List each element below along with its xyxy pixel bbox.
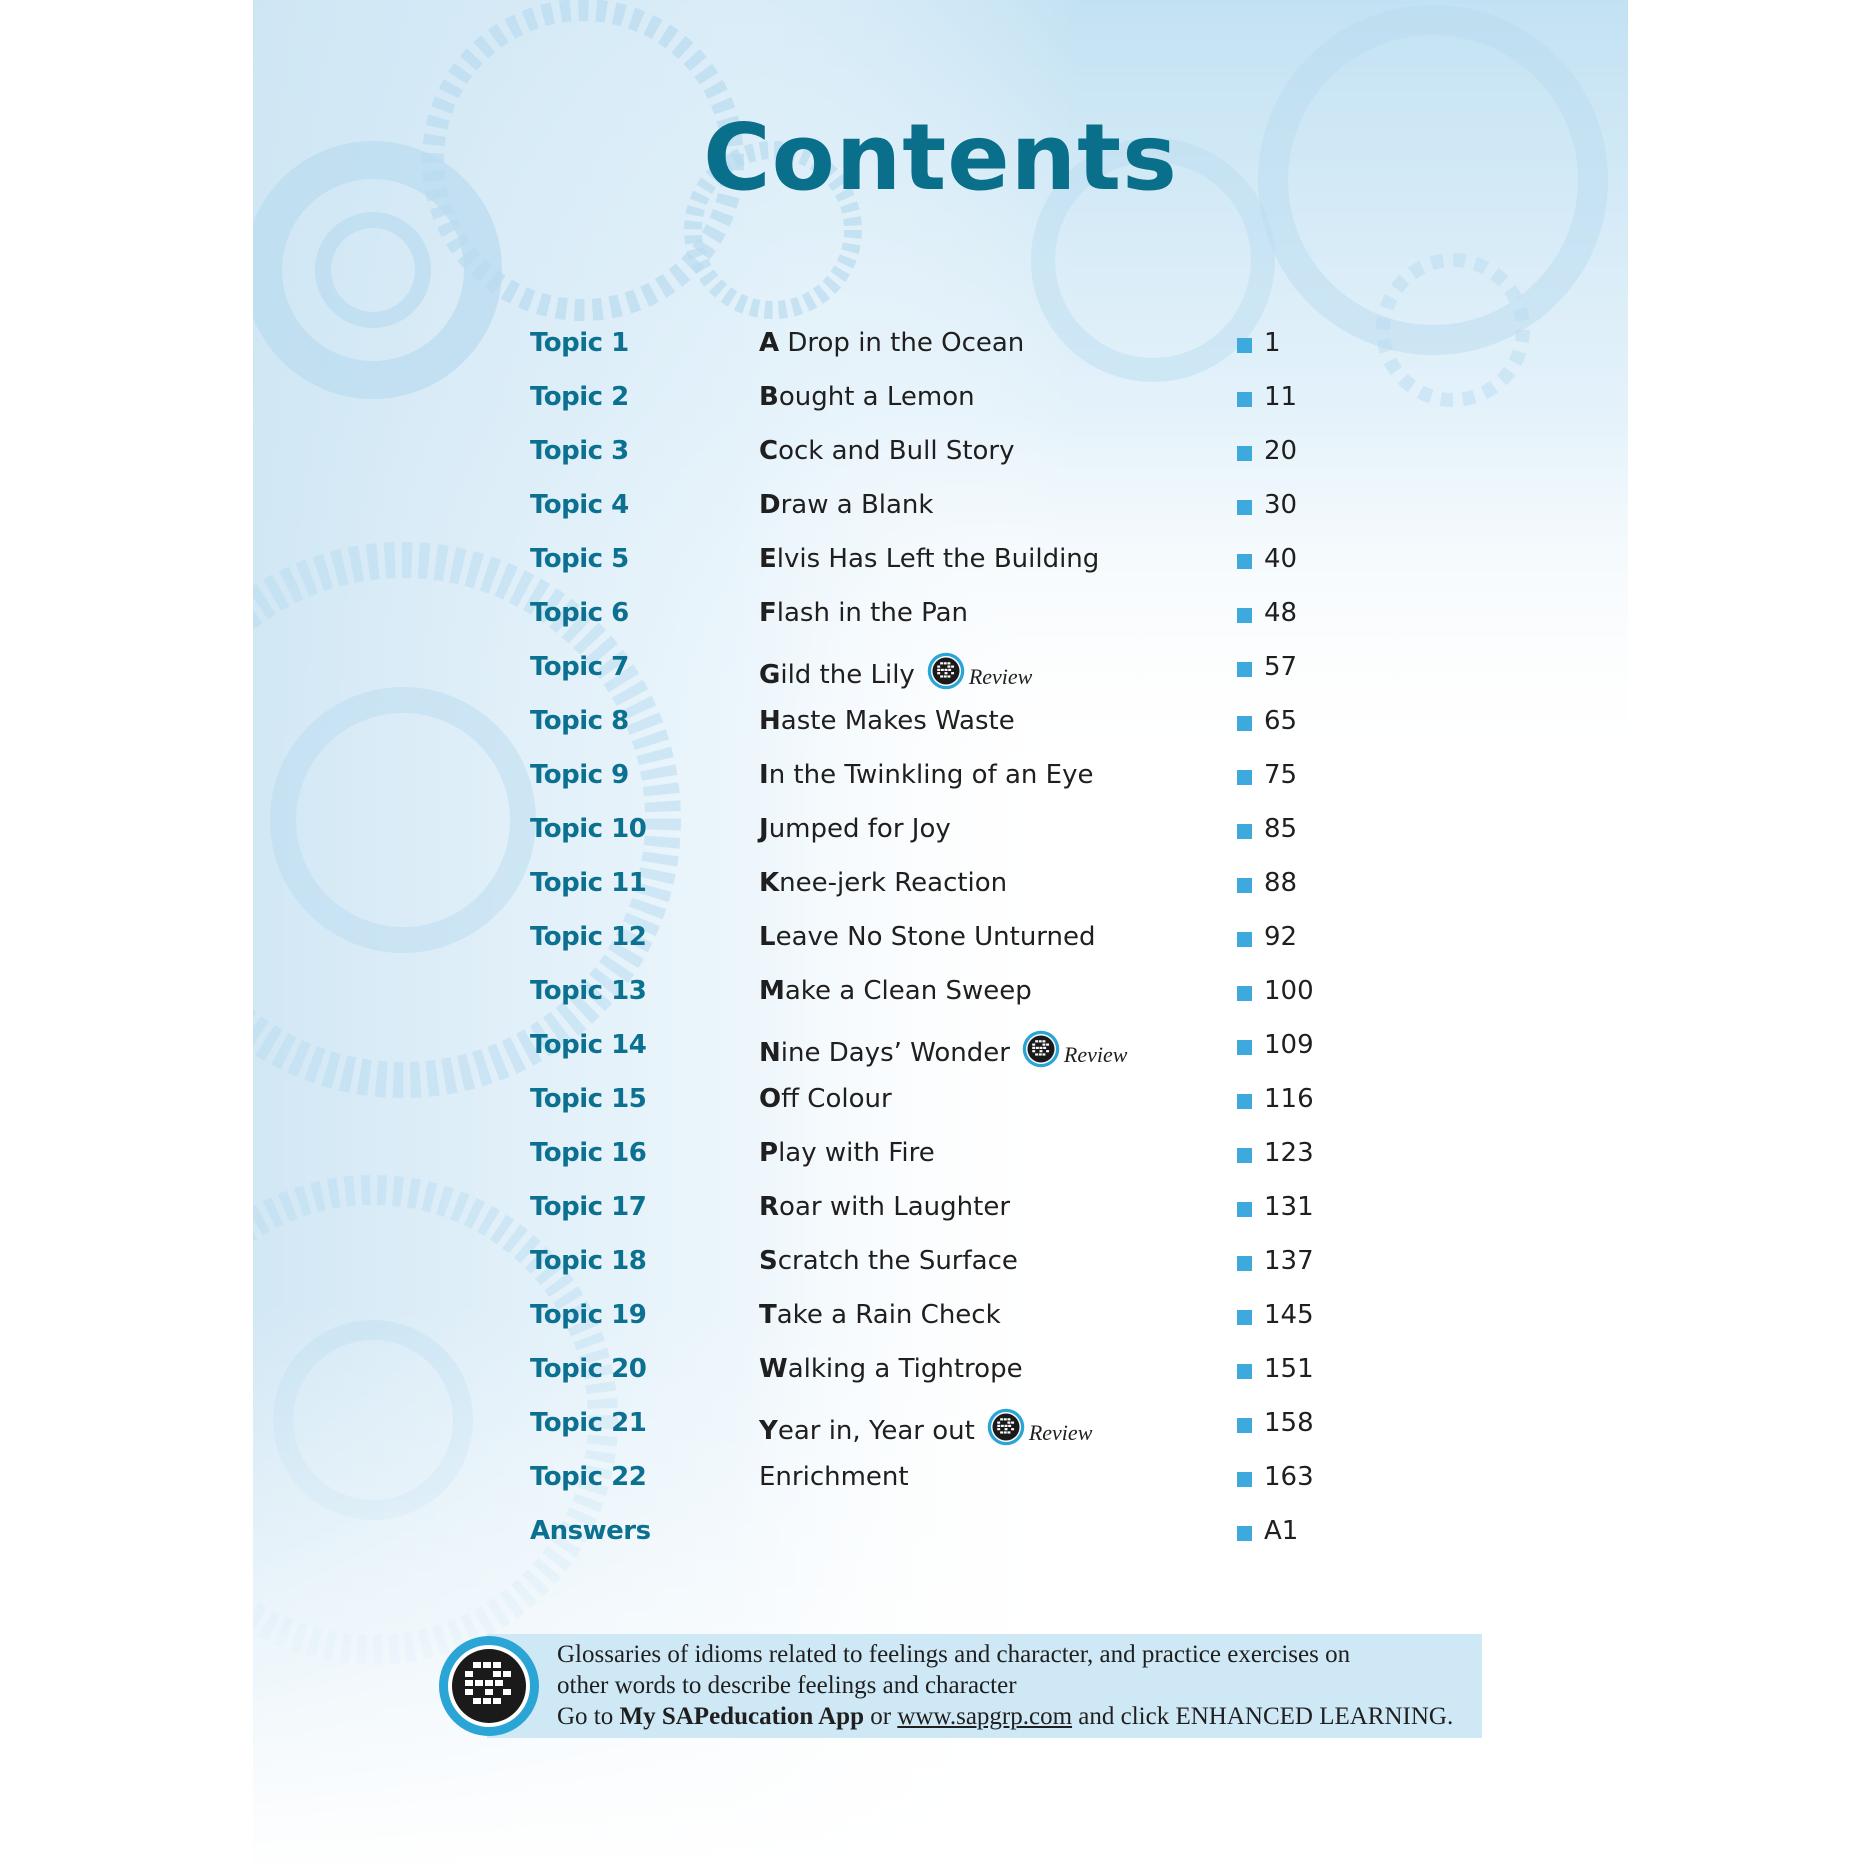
topic-title-initial: G	[759, 659, 781, 690]
topic-title-rest: ff Colour	[781, 1084, 892, 1114]
note-text	[557, 1639, 1477, 1732]
topic-title-rest: alking a Tightrope	[787, 1354, 1023, 1384]
topic-title-initial: I	[759, 760, 769, 790]
topic-title-initial: T	[759, 1300, 777, 1330]
topic-title-rest: n the Twinkling of an Eye	[768, 760, 1094, 790]
topic-label: Topic 2	[530, 382, 629, 412]
page-number: 30	[1264, 490, 1298, 520]
toc-row[interactable]	[530, 754, 1430, 808]
note-line-2: other words to describe feelings and character	[557, 1672, 1017, 1699]
topic-title-rest: umped for Joy	[768, 814, 951, 844]
topic-label: Topic 5	[530, 544, 629, 574]
topic-title	[759, 382, 975, 412]
toc-row[interactable]	[530, 1186, 1430, 1240]
topic-title	[759, 1030, 1127, 1075]
square-bullet-icon	[1237, 1418, 1252, 1433]
square-bullet-icon	[1237, 1148, 1252, 1163]
topic-title-initial: B	[759, 382, 779, 412]
topic-label: Topic 4	[530, 490, 629, 520]
square-bullet-icon	[1237, 1256, 1252, 1271]
page-number: 48	[1264, 598, 1298, 628]
topic-title-rest: eave No Stone Unturned	[775, 922, 1096, 952]
topic-title	[759, 1462, 909, 1492]
review-label: Review	[968, 663, 1033, 689]
topic-title-rest: aste Makes Waste	[780, 706, 1015, 736]
square-bullet-icon	[1237, 1472, 1252, 1487]
topic-title-initial: R	[759, 1192, 780, 1222]
topic-title	[759, 706, 1015, 736]
page-number: 151	[1264, 1354, 1314, 1384]
topic-label: Topic 8	[530, 706, 629, 736]
page-number: 1	[1264, 328, 1281, 358]
toc-row[interactable]	[530, 916, 1430, 970]
toc-row[interactable]	[530, 1078, 1430, 1132]
topic-label: Topic 18	[530, 1246, 647, 1276]
page-number: 57	[1264, 652, 1298, 682]
page-number: 131	[1264, 1192, 1314, 1222]
toc-row[interactable]	[530, 1024, 1430, 1078]
review-badge	[987, 1408, 1093, 1453]
topic-title-initial: L	[759, 922, 776, 952]
toc-row[interactable]	[530, 646, 1430, 700]
topic-label: Topic 9	[530, 760, 629, 790]
topic-title	[759, 328, 1024, 358]
topic-label: Topic 7	[530, 652, 629, 682]
note-line-3	[557, 1701, 1477, 1732]
topic-title	[759, 1192, 1010, 1222]
topic-title-initial: M	[759, 976, 785, 1006]
topic-label: Topic 16	[530, 1138, 647, 1168]
topic-title-rest: lay with Fire	[778, 1138, 935, 1168]
topic-title-initial: O	[759, 1084, 782, 1114]
square-bullet-icon	[1237, 1094, 1252, 1109]
enhanced-learning-note	[437, 1634, 1482, 1738]
square-bullet-icon	[1237, 986, 1252, 1001]
topic-title	[759, 814, 951, 844]
topic-title-initial: F	[759, 598, 777, 628]
toc-row[interactable]	[530, 700, 1430, 754]
topic-title-rest: oar with Laughter	[779, 1192, 1011, 1222]
topic-title	[759, 598, 968, 628]
topic-title	[759, 490, 933, 520]
topic-title-initial: E	[759, 544, 777, 574]
enhanced-learning-icon	[1022, 1030, 1060, 1075]
square-bullet-icon	[1237, 662, 1252, 677]
toc-row[interactable]	[530, 430, 1430, 484]
topic-title-initial: W	[759, 1354, 788, 1384]
topic-title-initial: D	[759, 490, 781, 520]
page-number: 137	[1264, 1246, 1314, 1276]
website-link[interactable]: www.sapgrp.com	[897, 1703, 1073, 1730]
contents-page	[253, 0, 1628, 1873]
square-bullet-icon	[1237, 500, 1252, 515]
app-name: My SAPeducation App	[619, 1703, 864, 1730]
page-number: 100	[1264, 976, 1314, 1006]
topic-label: Topic 15	[530, 1084, 647, 1114]
topic-title-initial: A	[759, 328, 780, 358]
topic-title-initial: H	[759, 706, 781, 736]
topic-label: Topic 19	[530, 1300, 647, 1330]
topic-title-rest: Enrichment	[759, 1462, 909, 1492]
topic-label: Answers	[530, 1516, 651, 1546]
topic-label: Topic 3	[530, 436, 629, 466]
topic-title-rest: lvis Has Left the Building	[776, 544, 1100, 574]
topic-title	[759, 760, 1093, 790]
topic-title-initial: Y	[759, 1415, 778, 1446]
square-bullet-icon	[1237, 770, 1252, 785]
square-bullet-icon	[1237, 932, 1252, 947]
toc-row[interactable]	[530, 484, 1430, 538]
topic-title	[759, 1138, 935, 1168]
topic-title-initial: J	[759, 814, 769, 844]
review-label: Review	[1028, 1419, 1093, 1445]
square-bullet-icon	[1237, 338, 1252, 353]
topic-title-rest: ought a Lemon	[778, 382, 975, 412]
instruction-tail: and click ENHANCED LEARNING.	[1072, 1703, 1454, 1730]
toc-row[interactable]	[530, 538, 1430, 592]
topic-title-rest: cratch the Surface	[777, 1246, 1018, 1276]
topic-title	[759, 436, 1015, 466]
topic-title	[759, 868, 1007, 898]
square-bullet-icon	[1237, 1364, 1252, 1379]
square-bullet-icon	[1237, 1040, 1252, 1055]
toc-row[interactable]	[530, 1402, 1430, 1456]
topic-title-rest: nee-jerk Reaction	[779, 868, 1008, 898]
page-title: Contents	[703, 104, 1178, 211]
enhanced-learning-icon	[437, 1634, 541, 1738]
page-number: 92	[1264, 922, 1298, 952]
toc-row[interactable]	[530, 1348, 1430, 1402]
topic-label: Topic 17	[530, 1192, 647, 1222]
topic-label: Topic 13	[530, 976, 647, 1006]
page-number: 116	[1264, 1084, 1314, 1114]
topic-title-rest: ild the Lily	[780, 659, 915, 690]
square-bullet-icon	[1237, 446, 1252, 461]
topic-title-initial: P	[759, 1138, 779, 1168]
table-of-contents	[530, 322, 1430, 1564]
page-number: 158	[1264, 1408, 1314, 1438]
review-badge	[1022, 1030, 1128, 1075]
topic-title-initial: N	[759, 1037, 781, 1068]
topic-label: Topic 21	[530, 1408, 647, 1438]
topic-title-rest: ake a Clean Sweep	[784, 976, 1032, 1006]
square-bullet-icon	[1237, 716, 1252, 731]
topic-title	[759, 652, 1032, 697]
square-bullet-icon	[1237, 878, 1252, 893]
topic-title	[759, 1300, 1001, 1330]
topic-title	[759, 922, 1096, 952]
topic-title	[759, 544, 1099, 574]
square-bullet-icon	[1237, 1310, 1252, 1325]
topic-title-rest: Drop in the Ocean	[779, 328, 1025, 358]
topic-label: Topic 11	[530, 868, 647, 898]
topic-title	[759, 1084, 892, 1114]
square-bullet-icon	[1237, 1202, 1252, 1217]
square-bullet-icon	[1237, 608, 1252, 623]
page-number: A1	[1264, 1516, 1299, 1546]
topic-title-initial: C	[759, 436, 779, 466]
topic-title-rest: raw a Blank	[780, 490, 934, 520]
review-badge	[927, 652, 1033, 697]
topic-label: Topic 6	[530, 598, 629, 628]
toc-row[interactable]	[530, 322, 1430, 376]
square-bullet-icon	[1237, 392, 1252, 407]
topic-label: Topic 14	[530, 1030, 647, 1060]
toc-row[interactable]	[530, 376, 1430, 430]
toc-row[interactable]	[530, 1294, 1430, 1348]
note-line-1: Glossaries of idioms related to feelings and character, and practice exercises on	[557, 1641, 1351, 1668]
toc-row[interactable]	[530, 808, 1430, 862]
page-number: 75	[1264, 760, 1298, 790]
page-number: 163	[1264, 1462, 1314, 1492]
topic-title-initial: S	[759, 1246, 778, 1276]
toc-row[interactable]	[530, 970, 1430, 1024]
square-bullet-icon	[1237, 554, 1252, 569]
topic-title-rest: ear in, Year out	[777, 1415, 975, 1446]
topic-title-rest: ock and Bull Story	[778, 436, 1015, 466]
topic-title	[759, 976, 1032, 1006]
toc-row[interactable]	[530, 1240, 1430, 1294]
page-number: 88	[1264, 868, 1298, 898]
page-number: 123	[1264, 1138, 1314, 1168]
topic-label: Topic 20	[530, 1354, 647, 1384]
topic-label: Topic 12	[530, 922, 647, 952]
enhanced-learning-icon	[927, 652, 965, 697]
topic-label: Topic 1	[530, 328, 629, 358]
toc-row[interactable]	[530, 592, 1430, 646]
toc-row[interactable]	[530, 862, 1430, 916]
page-number: 145	[1264, 1300, 1314, 1330]
topic-title-rest: ine Days’ Wonder	[780, 1037, 1010, 1068]
page-number: 109	[1264, 1030, 1314, 1060]
square-bullet-icon	[1237, 1526, 1252, 1541]
topic-title-rest: lash in the Pan	[776, 598, 969, 628]
page-number: 85	[1264, 814, 1298, 844]
toc-row[interactable]	[530, 1132, 1430, 1186]
page-number: 40	[1264, 544, 1298, 574]
topic-label: Topic 22	[530, 1462, 647, 1492]
square-bullet-icon	[1237, 824, 1252, 839]
topic-label: Topic 10	[530, 814, 647, 844]
page-number: 65	[1264, 706, 1298, 736]
page-number: 20	[1264, 436, 1298, 466]
topic-title-rest: ake a Rain Check	[776, 1300, 1001, 1330]
goto-text: Go to	[557, 1703, 620, 1730]
toc-row[interactable]	[530, 1456, 1430, 1510]
review-label: Review	[1063, 1041, 1128, 1067]
page-number: 11	[1264, 382, 1298, 412]
topic-title	[759, 1354, 1023, 1384]
topic-title	[759, 1408, 1092, 1453]
toc-row[interactable]	[530, 1510, 1430, 1564]
topic-title	[759, 1246, 1018, 1276]
or-text: or	[863, 1703, 898, 1730]
enhanced-learning-icon	[987, 1408, 1025, 1453]
topic-title-initial: K	[759, 868, 780, 898]
